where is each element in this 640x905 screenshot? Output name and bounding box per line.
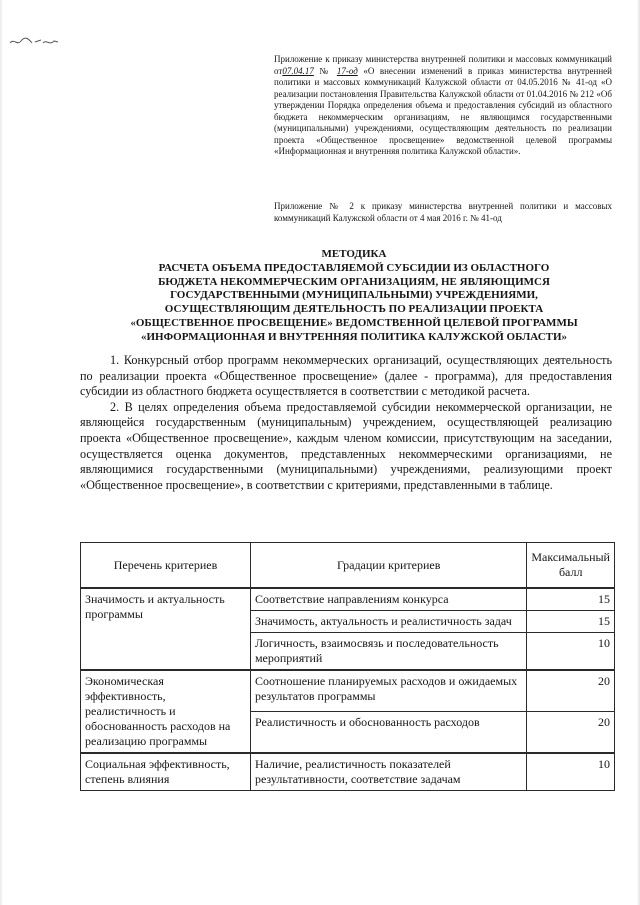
header-gradations: Градации критериев	[250, 543, 526, 589]
gradation-cell: Логичность, взаимосвязь и последовательность мероприятий	[250, 633, 526, 671]
appendix-2-header	[274, 201, 612, 224]
score-cell: 20	[527, 712, 615, 754]
handwritten-mark-icon	[8, 34, 60, 50]
document-title	[80, 248, 628, 345]
score-cell: 10	[527, 753, 615, 791]
title-line: «ИНФОРМАЦИОННАЯ И ВНУТРЕННЯЯ ПОЛИТИКА КАЛУЖСКОЙ ОБЛАСТИ»	[140, 330, 568, 343]
header-criteria: Перечень критериев	[81, 543, 251, 589]
criteria-table	[80, 542, 615, 791]
title-line: БЮДЖЕТА НЕКОММЕРЧЕСКИМ ОРГАНИЗАЦИЯМ, НЕ ЯВЛЯЮЩИМСЯ	[158, 275, 550, 288]
appendix-1-rest: «О внесении изменений в приказ министерства внутренней политики и массовых коммуникаций Калужской области от 04.05.2016 № 41-од «О реализации постановления Правительства Калужской области от 01.04.2016 № 212 «Об утверждении Порядка определения объема и предоставления субсидий из областного бюджета некоммерческим организациям, не являющимся государственными (муниципальными) учреждениями, осуществляющим деятельность по реализации проекта «Общественное просвещение» ведомственной целевой программы «Информационная и внутренняя политика Калужской области».	[274, 65, 612, 156]
title-line: ГОСУДАРСТВЕННЫМИ (МУНИЦИПАЛЬНЫМИ) УЧРЕЖДЕНИЯМИ,	[170, 289, 538, 302]
gradation-cell: Значимость, актуальность и реалистичность задач	[250, 611, 526, 633]
title-line: МЕТОДИКА	[321, 248, 387, 260]
handwritten-number: 17-од	[336, 65, 358, 76]
appendix-1-text	[274, 54, 612, 158]
appendix-1-prefix: Приложение к приказу министерства внутренней политики и массовых коммуникаций от	[274, 54, 612, 76]
table-header-row	[81, 543, 615, 589]
gradation-cell: Наличие, реалистичность показателей результативности, соответствие задачам	[250, 753, 526, 791]
paragraph-1: 1. Конкурсный отбор программ некоммерческих организаций, осуществляющих деятельность по реализации проекта «Общественное просвещение» (далее - программа), для предоставления субсидии из областного бюджета осуществляется в соответствии с методикой расчета.	[80, 353, 612, 399]
score-cell: 20	[527, 670, 615, 712]
score-cell: 15	[527, 611, 615, 633]
header-max-score: Максимальный балл	[527, 543, 615, 589]
title-line: «ОБЩЕСТВЕННОЕ ПРОСВЕЩЕНИЕ» ВЕДОМСТВЕННОЙ ЦЕЛЕВОЙ ПРОГРАММЫ	[130, 316, 578, 329]
criterion-cell: Экономическая эффективность, реалистичность и обоснованность расходов на реализацию программы	[81, 670, 251, 753]
table-row	[81, 588, 615, 611]
score-cell: 15	[527, 588, 615, 611]
title-line: ОСУЩЕСТВЛЯЮЩИМ ДЕЯТЕЛЬНОСТЬ ПО РЕАЛИЗАЦИИ ПРОЕКТА	[164, 303, 544, 316]
title-line: РАСЧЕТА ОБЪЕМА ПРЕДОСТАВЛЯЕМОЙ СУБСИДИИ ИЗ ОБЛАСТНОГО	[158, 261, 550, 274]
body-text	[80, 353, 612, 493]
criterion-cell: Значимость и актуальность программы	[81, 588, 251, 670]
paragraph-2: 2. В целях определения объема предоставляемой субсидии некоммерческой организации, не являющейся государственным (муниципальным) учреждением, осуществляющей реализацию проекта «Общественное просвещение», каждым членом комиссии, присутствующим на заседании, осуществляется оценка документов, представленных некоммерческими организациями, не являющимися государственными (муниципальными) учреждениями, реализующими проект «Общественное просвещение», в соответствии с критериями, представленными в таблице.	[80, 399, 612, 492]
gradation-cell: Реалистичность и обоснованность расходов	[250, 712, 526, 754]
table-row	[81, 753, 615, 791]
table-row	[81, 670, 615, 712]
criterion-cell: Социальная эффективность, степень влияния	[81, 753, 251, 791]
appendix-2-text: Приложение № 2 к приказу министерства внутренней политики и массовых коммуникаций Калужской области от 4 мая 2016 г. № 41-од	[274, 201, 612, 223]
gradation-cell: Соотношение планируемых расходов и ожидаемых результатов программы	[250, 670, 526, 712]
number-sign: №	[313, 65, 337, 76]
score-cell: 10	[527, 633, 615, 671]
scan-edge-left	[0, 0, 3, 905]
appendix-1-header	[274, 54, 612, 158]
gradation-cell: Соответствие направлениям конкурса	[250, 588, 526, 611]
handwritten-date: 07.04.17	[282, 65, 314, 76]
